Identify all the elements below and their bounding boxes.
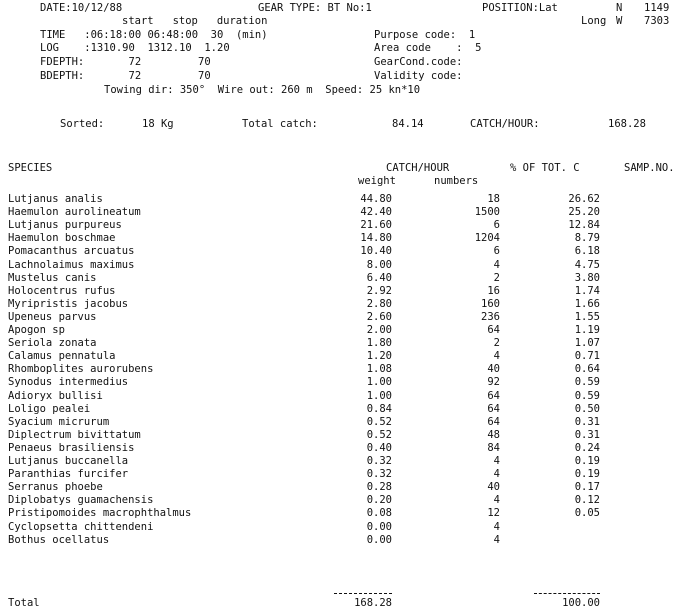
catch-numbers: 84 [487, 442, 500, 454]
species-name: Apogon sp [8, 324, 65, 336]
pct-of-total: 3.80 [574, 272, 600, 284]
catch-numbers: 6 [493, 245, 500, 257]
pct-total-rule [534, 593, 600, 594]
pct-of-total: 1.19 [574, 324, 600, 336]
species-name: Haemulon aurolineatum [8, 206, 141, 218]
time-line: TIME :06:18:00 06:48:00 30 (min) [40, 29, 268, 41]
pct-of-total: 1.55 [574, 311, 600, 323]
catch-numbers: 4 [493, 521, 500, 533]
species-name: Diplobatys guamachensis [8, 494, 154, 506]
area-code: Area code : 5 [374, 42, 482, 54]
catch-weight: 0.00 [366, 521, 392, 533]
pct-of-total: 1.66 [574, 298, 600, 310]
catch-weight: 0.40 [366, 442, 392, 454]
sorted-value: 18 Kg [142, 118, 174, 130]
long-direction: W [616, 15, 623, 27]
species-name: Syacium micrurum [8, 416, 110, 428]
pct-of-total: 4.75 [574, 259, 600, 271]
catch-numbers: 92 [487, 376, 500, 388]
catch-weight: 14.80 [360, 232, 392, 244]
species-name: Upeneus parvus [8, 311, 97, 323]
species-name: Calamus pennatula [8, 350, 116, 362]
species-name: Cyclopsetta chittendeni [8, 521, 154, 533]
pct-of-total: 26.62 [568, 193, 600, 205]
species-name: Loligo pealei [8, 403, 91, 415]
species-name: Pristipomoides macrophthalmus [8, 507, 192, 519]
species-name: Lutjanus purpureus [8, 219, 122, 231]
species-name: Adioryx bullisi [8, 390, 103, 402]
species-name: Haemulon boschmae [8, 232, 116, 244]
position-label: POSITION:Lat [482, 2, 558, 14]
total-catch-label: Total catch: [242, 118, 318, 130]
species-name: Lutjanus buccanella [8, 455, 129, 467]
pct-of-total: 25.20 [568, 206, 600, 218]
catch-weight: 6.40 [366, 272, 392, 284]
catch-weight: 2.60 [366, 311, 392, 323]
catch-numbers: 4 [493, 494, 500, 506]
species-name: Holocentrus rufus [8, 285, 116, 297]
catch-numbers: 12 [487, 507, 500, 519]
weight-header: weight [358, 175, 396, 187]
species-name: Pomacanthus arcuatus [8, 245, 135, 257]
catch-weight: 42.40 [360, 206, 392, 218]
pct-of-total: 0.17 [574, 481, 600, 493]
pct-of-total: 0.19 [574, 455, 600, 467]
catch-weight: 21.60 [360, 219, 392, 231]
species-name: Mustelus canis [8, 272, 97, 284]
validity-code: Validity code: [374, 70, 463, 82]
lat-value: 1149 [644, 2, 670, 14]
pct-of-total: 6.18 [574, 245, 600, 257]
pct-of-total: 0.71 [574, 350, 600, 362]
pct-of-total: 0.12 [574, 494, 600, 506]
catch-weight: 10.40 [360, 245, 392, 257]
catch-weight: 1.08 [366, 363, 392, 375]
catch-numbers: 64 [487, 403, 500, 415]
catch-hour-label: CATCH/HOUR: [470, 118, 540, 130]
species-name: Paranthias furcifer [8, 468, 129, 480]
lat-direction: N [616, 2, 623, 14]
catch-numbers: 4 [493, 534, 500, 546]
pct-total-header: % OF TOT. C [510, 162, 580, 174]
catch-weight: 2.00 [366, 324, 392, 336]
catch-weight: 0.32 [366, 468, 392, 480]
pct-of-total: 1.74 [574, 285, 600, 297]
catch-numbers: 2 [493, 337, 500, 349]
species-name: Lachnolaimus maximus [8, 259, 135, 271]
catch-numbers: 236 [481, 311, 500, 323]
catch-hour-value: 168.28 [608, 118, 646, 130]
towing-line: Towing dir: 350° Wire out: 260 m Speed: 25 kn*10 [104, 84, 421, 96]
long-label: Long [581, 15, 607, 27]
sorted-label: Sorted: [60, 118, 105, 130]
catch-weight: 0.52 [366, 429, 392, 441]
catch-weight: 0.32 [366, 455, 392, 467]
catch-weight: 1.00 [366, 376, 392, 388]
catch-numbers: 48 [487, 429, 500, 441]
pct-of-total: 8.79 [574, 232, 600, 244]
pct-of-total: 0.50 [574, 403, 600, 415]
pct-of-total: 0.19 [574, 468, 600, 480]
catch-numbers: 40 [487, 481, 500, 493]
species-name: Synodus intermedius [8, 376, 129, 388]
catch-weight: 0.00 [366, 534, 392, 546]
catch-numbers: 6 [493, 219, 500, 231]
catch-numbers: 2 [493, 272, 500, 284]
date-label: DATE:10/12/88 [40, 2, 123, 14]
catch-numbers: 160 [481, 298, 500, 310]
catch-weight: 2.80 [366, 298, 392, 310]
purpose-code: Purpose code: 1 [374, 29, 476, 41]
catch-numbers: 18 [487, 193, 500, 205]
gearcond-code: GearCond.code: [374, 56, 463, 68]
fdepth-line: FDEPTH: 72 70 [40, 56, 211, 68]
catch-weight: 1.20 [366, 350, 392, 362]
catch-weight: 0.52 [366, 416, 392, 428]
gear-type-label: GEAR TYPE: BT No:1 [258, 2, 372, 14]
catch-weight: 0.84 [366, 403, 392, 415]
species-name: Lutjanus analis [8, 193, 103, 205]
long-value: 7303 [644, 15, 670, 27]
species-name: Diplectrum bivittatum [8, 429, 141, 441]
total-weight: 168.28 [354, 597, 392, 609]
catch-numbers: 4 [493, 259, 500, 271]
species-name: Penaeus brasiliensis [8, 442, 135, 454]
catch-weight: 1.80 [366, 337, 392, 349]
bdepth-line: BDEPTH: 72 70 [40, 70, 211, 82]
species-name: Myripristis jacobus [8, 298, 129, 310]
pct-of-total: 0.64 [574, 363, 600, 375]
catch-weight: 0.20 [366, 494, 392, 506]
catch-weight: 44.80 [360, 193, 392, 205]
column-headings: start stop duration [122, 15, 268, 27]
total-pct: 100.00 [562, 597, 600, 609]
catch-numbers: 64 [487, 390, 500, 402]
total-catch-value: 84.14 [392, 118, 424, 130]
catch-numbers: 1204 [474, 232, 500, 244]
species-name: Serranus phoebe [8, 481, 103, 493]
numbers-header: numbers [434, 175, 479, 187]
catch-weight: 1.00 [366, 390, 392, 402]
pct-of-total: 0.24 [574, 442, 600, 454]
weight-total-rule [334, 593, 392, 594]
log-line: LOG :1310.90 1312.10 1.20 [40, 42, 230, 54]
species-header: SPECIES [8, 162, 53, 174]
pct-of-total: 12.84 [568, 219, 600, 231]
species-name: Seriola zonata [8, 337, 97, 349]
samp-no-header: SAMP.NO. [624, 162, 675, 174]
total-label: Total [8, 597, 40, 609]
catch-weight: 0.08 [366, 507, 392, 519]
pct-of-total: 0.05 [574, 507, 600, 519]
species-name: Rhomboplites aurorubens [8, 363, 154, 375]
catch-weight: 0.28 [366, 481, 392, 493]
pct-of-total: 0.31 [574, 429, 600, 441]
catch-numbers: 4 [493, 468, 500, 480]
catch-numbers: 4 [493, 455, 500, 467]
catch-numbers: 64 [487, 416, 500, 428]
pct-of-total: 1.07 [574, 337, 600, 349]
catch-numbers: 1500 [474, 206, 500, 218]
catch-numbers: 4 [493, 350, 500, 362]
pct-of-total: 0.59 [574, 390, 600, 402]
catch-weight: 2.92 [366, 285, 392, 297]
catch-numbers: 16 [487, 285, 500, 297]
catch-hour-header: CATCH/HOUR [386, 162, 450, 174]
catch-weight: 8.00 [366, 259, 392, 271]
catch-numbers: 40 [487, 363, 500, 375]
pct-of-total: 0.59 [574, 376, 600, 388]
catch-numbers: 64 [487, 324, 500, 336]
species-name: Bothus ocellatus [8, 534, 110, 546]
pct-of-total: 0.31 [574, 416, 600, 428]
